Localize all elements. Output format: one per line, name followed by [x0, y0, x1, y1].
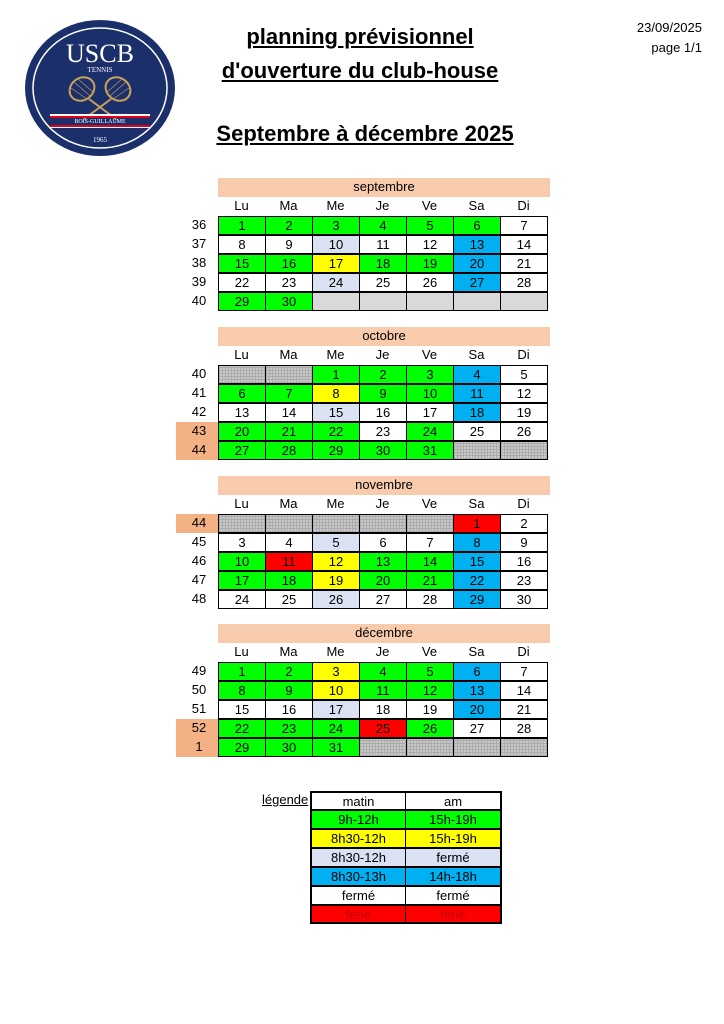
day-cell: 18	[453, 403, 501, 422]
week-number: 43	[176, 422, 218, 441]
day-cell: 13	[218, 403, 266, 422]
day-cell: 19	[500, 403, 548, 422]
page-number: page 1/1	[651, 40, 702, 55]
day-cell: 10	[218, 552, 266, 571]
day-cell: 9	[265, 681, 313, 700]
week-number: 40	[191, 366, 207, 381]
day-cell: 23	[265, 273, 313, 292]
day-cell: 30	[265, 738, 313, 757]
day-cell: 18	[265, 571, 313, 590]
day-cell: 18	[359, 254, 407, 273]
day-cell: 16	[359, 403, 407, 422]
day-name: Je	[375, 496, 390, 511]
legend-matin: fermé	[310, 886, 406, 905]
day-cell: 31	[406, 441, 454, 460]
month-name: septembre	[218, 178, 550, 197]
day-name: Sa	[468, 347, 485, 362]
day-cell: 29	[218, 738, 266, 757]
day-cell: 28	[500, 273, 548, 292]
day-name: Sa	[468, 644, 485, 659]
week-number: 44	[176, 514, 218, 533]
legend-matin: férié	[310, 905, 406, 924]
day-cell: 26	[312, 590, 360, 609]
day-cell: 2	[359, 365, 407, 384]
day-cell: 23	[500, 571, 548, 590]
day-cell: 4	[265, 533, 313, 552]
day-name: Ma	[279, 198, 298, 213]
title-line-2: d'ouverture du club-house	[221, 58, 499, 83]
day-cell: 8	[312, 384, 360, 403]
day-cell: 6	[359, 533, 407, 552]
day-cell: 16	[265, 700, 313, 719]
day-cell: 28	[406, 590, 454, 609]
day-cell: 3	[218, 533, 266, 552]
day-cell: 29	[453, 590, 501, 609]
day-cell: 17	[406, 403, 454, 422]
week-number: 42	[191, 404, 207, 419]
day-cell	[359, 292, 407, 311]
day-cell: 1	[453, 514, 501, 533]
day-cell: 24	[218, 590, 266, 609]
day-cell	[453, 292, 501, 311]
day-name: Ma	[279, 644, 298, 659]
day-name: Sa	[468, 198, 485, 213]
day-cell: 7	[500, 216, 548, 235]
day-cell: 7	[500, 662, 548, 681]
day-cell: 19	[312, 571, 360, 590]
day-cell: 11	[359, 235, 407, 254]
day-cell: 20	[359, 571, 407, 590]
day-cell: 14	[406, 552, 454, 571]
legend-header-matin: matin	[310, 791, 406, 810]
day-name: Me	[326, 347, 345, 362]
day-cell: 19	[406, 700, 454, 719]
day-cell: 27	[453, 719, 501, 738]
day-cell: 24	[312, 719, 360, 738]
day-name: Ve	[421, 347, 438, 362]
day-name: Me	[326, 496, 345, 511]
day-name: Ve	[421, 496, 438, 511]
day-cell: 29	[312, 441, 360, 460]
day-cell: 2	[500, 514, 548, 533]
day-cell: 6	[218, 384, 266, 403]
day-cell: 2	[265, 216, 313, 235]
day-cell: 7	[406, 533, 454, 552]
day-cell: 5	[500, 365, 548, 384]
day-cell: 3	[406, 365, 454, 384]
day-cell	[406, 514, 454, 533]
day-name: Lu	[234, 644, 249, 659]
day-cell: 17	[218, 571, 266, 590]
day-cell: 7	[265, 384, 313, 403]
day-cell: 13	[453, 235, 501, 254]
day-name: Di	[517, 496, 530, 511]
day-cell: 2	[265, 662, 313, 681]
month-name: décembre	[218, 624, 550, 643]
day-name: Me	[326, 198, 345, 213]
week-number: 37	[191, 236, 207, 251]
day-cell: 13	[359, 552, 407, 571]
day-name: Je	[375, 198, 390, 213]
day-name: Je	[375, 347, 390, 362]
day-cell: 21	[500, 700, 548, 719]
day-cell: 15	[218, 254, 266, 273]
day-cell: 26	[406, 273, 454, 292]
day-cell: 15	[218, 700, 266, 719]
day-cell: 25	[359, 719, 407, 738]
day-cell: 25	[265, 590, 313, 609]
day-cell	[265, 514, 313, 533]
legend-am: 14h-18h	[405, 867, 502, 886]
legend-matin: 8h30-13h	[310, 867, 406, 886]
week-number: 45	[191, 534, 207, 549]
day-cell: 19	[406, 254, 454, 273]
day-cell: 14	[265, 403, 313, 422]
legend-matin: 8h30-12h	[310, 829, 406, 848]
logo-town: BOIS-GUILLAUME	[74, 119, 126, 125]
uscb-logo	[24, 19, 176, 157]
day-name: Me	[326, 644, 345, 659]
day-cell: 21	[265, 422, 313, 441]
day-cell: 16	[500, 552, 548, 571]
page-subtitle: Septembre à décembre 2025	[216, 121, 514, 146]
week-number: 44	[176, 441, 218, 460]
day-cell: 24	[406, 422, 454, 441]
day-cell: 1	[312, 365, 360, 384]
day-cell	[265, 365, 313, 384]
day-cell: 11	[359, 681, 407, 700]
day-cell: 10	[406, 384, 454, 403]
day-name: Lu	[234, 347, 249, 362]
month-name: octobre	[218, 327, 550, 346]
day-cell: 15	[312, 403, 360, 422]
day-cell	[500, 441, 548, 460]
day-name: Di	[517, 198, 530, 213]
week-number: 38	[191, 255, 207, 270]
week-number: 50	[191, 682, 207, 697]
day-cell: 11	[453, 384, 501, 403]
week-number: 40	[191, 293, 207, 308]
day-cell: 12	[312, 552, 360, 571]
day-cell: 28	[500, 719, 548, 738]
day-cell	[406, 738, 454, 757]
day-cell: 21	[500, 254, 548, 273]
legend-matin: 8h30-12h	[310, 848, 406, 867]
logo-sport: TENNIS	[87, 66, 113, 74]
day-cell: 4	[453, 365, 501, 384]
day-cell: 3	[312, 216, 360, 235]
day-cell: 11	[265, 552, 313, 571]
day-cell: 21	[406, 571, 454, 590]
day-cell	[312, 514, 360, 533]
legend-matin: 9h-12h	[310, 810, 406, 829]
day-cell: 12	[406, 235, 454, 254]
day-cell	[218, 514, 266, 533]
legend-am: fermé	[405, 886, 502, 905]
week-number: 52	[176, 719, 218, 738]
day-cell: 9	[500, 533, 548, 552]
week-number: 39	[191, 274, 207, 289]
day-cell	[406, 292, 454, 311]
day-cell: 4	[359, 216, 407, 235]
day-cell: 8	[218, 681, 266, 700]
day-cell: 8	[218, 235, 266, 254]
day-cell: 17	[312, 700, 360, 719]
day-cell: 22	[453, 571, 501, 590]
day-cell: 30	[265, 292, 313, 311]
day-cell: 25	[453, 422, 501, 441]
legend-header-am: am	[405, 791, 502, 810]
day-name: Sa	[468, 496, 485, 511]
day-cell: 1	[218, 662, 266, 681]
day-cell: 27	[218, 441, 266, 460]
day-cell: 14	[500, 235, 548, 254]
document-date: 23/09/2025	[636, 20, 702, 35]
logo-year: 1965	[93, 136, 107, 144]
day-cell: 5	[406, 216, 454, 235]
day-cell: 29	[218, 292, 266, 311]
legend-am: férié	[405, 905, 502, 924]
day-cell: 6	[453, 216, 501, 235]
day-cell: 22	[218, 719, 266, 738]
day-cell	[359, 514, 407, 533]
document-meta	[637, 18, 702, 58]
day-name: Ma	[279, 347, 298, 362]
legend-am: 15h-19h	[405, 810, 502, 829]
week-number: 36	[191, 217, 207, 232]
day-cell	[453, 738, 501, 757]
day-cell: 3	[312, 662, 360, 681]
week-number: 47	[191, 572, 207, 587]
day-cell: 5	[312, 533, 360, 552]
day-cell: 5	[406, 662, 454, 681]
day-cell	[359, 738, 407, 757]
day-cell: 23	[265, 719, 313, 738]
day-cell	[500, 292, 548, 311]
week-number: 51	[191, 701, 207, 716]
day-cell: 31	[312, 738, 360, 757]
day-cell: 13	[453, 681, 501, 700]
week-number: 49	[191, 663, 207, 678]
legend-am: 15h-19h	[405, 829, 502, 848]
week-number: 46	[191, 553, 207, 568]
day-name: Di	[517, 644, 530, 659]
day-cell: 28	[265, 441, 313, 460]
day-cell	[312, 292, 360, 311]
day-cell: 16	[265, 254, 313, 273]
week-number: 41	[191, 385, 207, 400]
legend-am: fermé	[405, 848, 502, 867]
day-cell: 27	[453, 273, 501, 292]
month-name: novembre	[218, 476, 550, 495]
day-cell: 8	[453, 533, 501, 552]
week-number: 1	[176, 738, 218, 757]
day-name: Ve	[421, 644, 438, 659]
day-cell: 10	[312, 681, 360, 700]
title-line-1: planning prévisionnel	[246, 24, 474, 49]
day-cell: 9	[359, 384, 407, 403]
day-name: Je	[375, 644, 390, 659]
day-cell: 22	[312, 422, 360, 441]
day-cell: 20	[453, 700, 501, 719]
day-cell: 12	[406, 681, 454, 700]
day-cell: 4	[359, 662, 407, 681]
day-cell	[218, 365, 266, 384]
day-name: Lu	[234, 198, 249, 213]
day-cell: 12	[500, 384, 548, 403]
day-cell: 17	[312, 254, 360, 273]
week-number: 48	[191, 591, 207, 606]
day-cell	[453, 441, 501, 460]
day-cell: 20	[453, 254, 501, 273]
logo-name: USCB	[66, 39, 134, 68]
day-name: Di	[517, 347, 530, 362]
day-cell: 14	[500, 681, 548, 700]
day-name: Lu	[234, 496, 249, 511]
legend-label: légende	[262, 792, 309, 807]
day-cell: 25	[359, 273, 407, 292]
day-cell: 30	[500, 590, 548, 609]
day-cell: 20	[218, 422, 266, 441]
day-cell: 6	[453, 662, 501, 681]
day-cell	[500, 738, 548, 757]
day-cell: 27	[359, 590, 407, 609]
day-cell: 30	[359, 441, 407, 460]
day-cell: 9	[265, 235, 313, 254]
day-cell: 22	[218, 273, 266, 292]
day-name: Ve	[421, 198, 438, 213]
day-cell: 18	[359, 700, 407, 719]
day-cell: 15	[453, 552, 501, 571]
day-cell: 10	[312, 235, 360, 254]
day-cell: 23	[359, 422, 407, 441]
day-name: Ma	[279, 496, 298, 511]
day-cell: 26	[500, 422, 548, 441]
day-cell: 26	[406, 719, 454, 738]
day-cell: 24	[312, 273, 360, 292]
day-cell: 1	[218, 216, 266, 235]
